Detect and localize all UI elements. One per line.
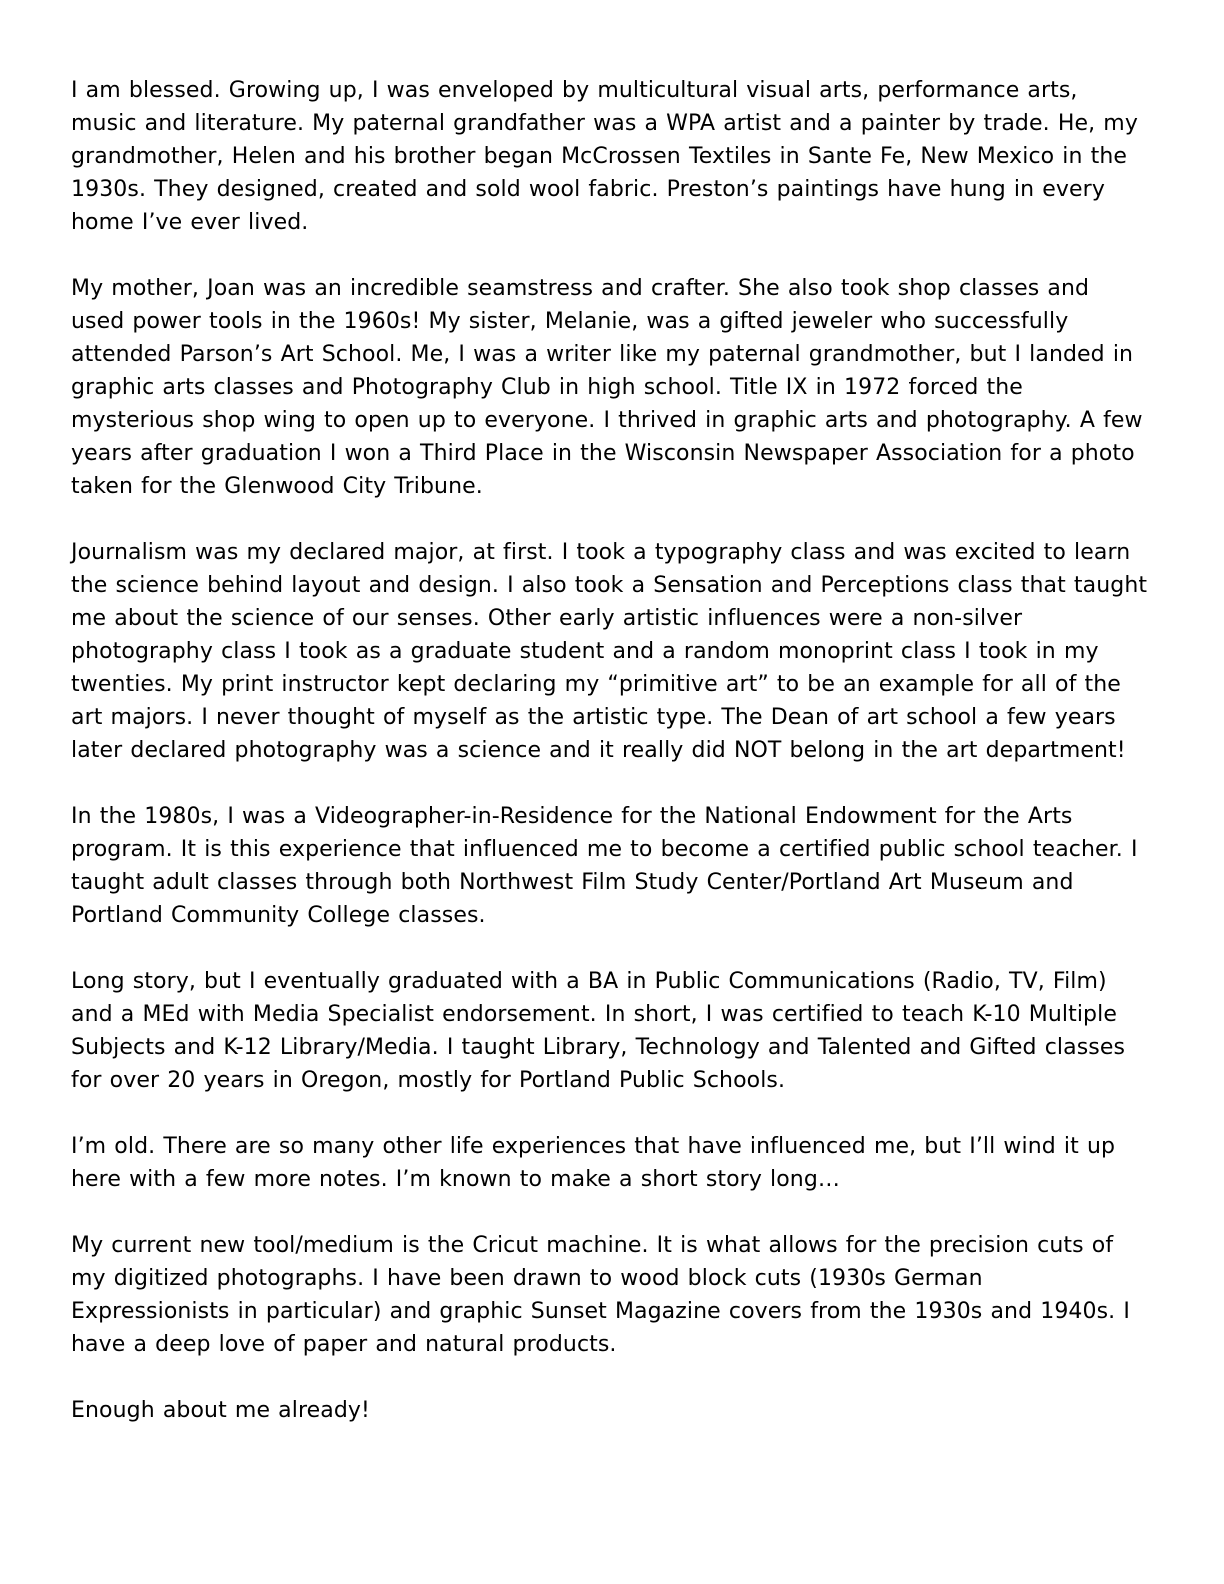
- paragraph-im-old: I’m old. There are so many other life experiences that have influenced me, but I’ll wind it up here with a few more notes. I’m known to make a short story long…: [71, 1134, 1116, 1192]
- paragraph-journalism-major: Journalism was my declared major, at first. I took a typography class and was excited to learn the science behind layout and design. I also took a Sensation and Perceptions class that taught me about the science of our senses. Other early artistic influences were a non-silver photography class I took as a graduate student and a random monoprint class I took in my twenties. My print instructor kept declaring my “primitive art” to be an example for all of the art majors. I never thought of myself as the artistic type. The Dean of art school a few years later declared photography was a science and it really did NOT belong in the art department!: [71, 540, 1148, 763]
- paragraph-mother-sister-highschool: My mother, Joan was an incredible seamstress and crafter. She also took shop classes and used power tools in the 1960s! My sister, Melanie, was a gifted jeweler who successfully attended Parson’s Art School. Me, I was a writer like my paternal grandmother, but I landed in graphic arts classes and Photography Club in high school. Title IX in 1972 forced the mysterious shop wing to open up to everyone. I thrived in graphic arts and photography. A few years after graduation I won a Third Place in the Wisconsin Newspaper Association for a photo taken for the Glenwood City Tribune.: [71, 276, 1143, 499]
- paragraph-degrees-teaching: Long story, but I eventually graduated with a BA in Public Communications (Radio, TV, Film) and a MEd with Media Specialist endorsement. In short, I was certified to teach K-10 Multiple Subjects and K-12 Library/Media. I taught Library, Technology and Talented and Gifted classes for over 20 years in Oregon, mostly for Portland Public Schools.: [71, 969, 1126, 1093]
- paragraph-videographer-residence: In the 1980s, I was a Videographer-in-Residence for the National Endowment for the Arts program. It is this experience that influenced me to become a certified public school teacher. I taught adult classes through both Northwest Film Study Center/Portland Art Museum and Portland Community College classes.: [71, 804, 1138, 928]
- paragraph-cricut-machine: My current new tool/medium is the Cricut machine. It is what allows for the precision cuts of my digitized photographs. I have been drawn to wood block cuts (1930s German Expressionists in particular) and graphic Sunset Magazine covers from the 1930s and 1940s. I have a deep love of paper and natural products.: [71, 1233, 1130, 1357]
- paragraph-family-arts-background: I am blessed. Growing up, I was enveloped by multicultural visual arts, performance arts, music and literature. My paternal grandfather was a WPA artist and a painter by trade. He, my grandmother, Helen and his brother began McCrossen Textiles in Sante Fe, New Mexico in the 1930s. They designed, created and sold wool fabric. Preston’s paintings have hung in every home I’ve ever lived.: [71, 78, 1138, 235]
- paragraph-closing: Enough about me already!: [71, 1398, 370, 1423]
- document-body-text: [71, 74, 1149, 1427]
